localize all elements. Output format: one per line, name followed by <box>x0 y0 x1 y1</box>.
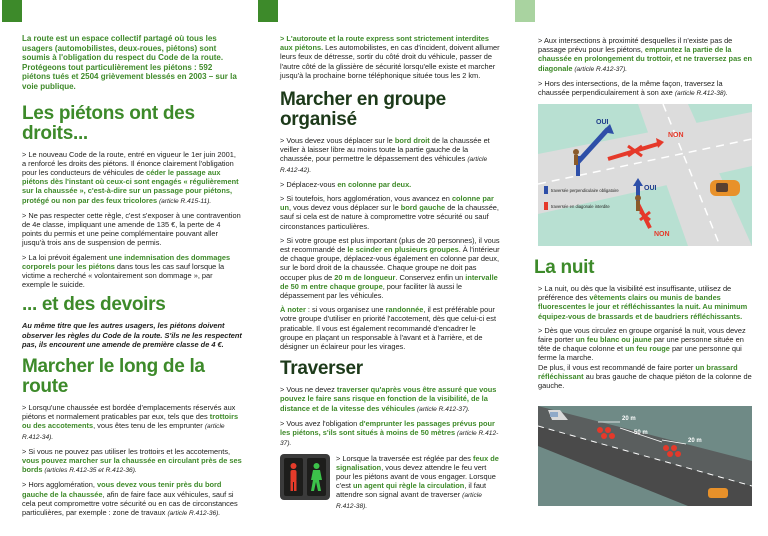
paragraph-groupe-2: > Déplacez-vous en colonne par deux. <box>280 179 412 189</box>
intro-text: La route est un espace collectif partagé où tous les usagers (automobilistes, deux-roues, piétons) sont soumis à l'obligation du respect du Code de la route. Protégeons tout particulièrement les piétons : 592 piétons tués et 2504 grièvement blessés en 2003 – sur la voie publique. <box>22 34 237 91</box>
paragraph-intersections: > Aux intersections à proximité desquelles il n'existe pas de passage prévu pour les piétons, empruntez la partie de la chaussée en prolongement du trottoir, et ne traversez pas en diagonale (article R.412-37). <box>538 36 752 73</box>
night-road-illustration <box>538 406 752 506</box>
header-tab-1 <box>2 0 22 22</box>
header-tab-3 <box>515 0 535 22</box>
intersection-illustration <box>538 104 752 246</box>
legend-diagonale: traversée en diagonale interdite <box>551 204 610 209</box>
paragraph-droits-3: > La loi prévoit également une indemnisation des dommages corporels pour les piétons dans tous les cas sauf lorsque la victime a recherché « volontairement son dommage », par exemple le suicide. <box>22 252 231 290</box>
paragraph-traverser-1: > Vous ne devez traverser qu'après vous être assuré que vous pouvez le faire sans risque en fonction de la visibilité, de la distance et de la vitesse des véhicules (article R.412-37). <box>280 385 497 413</box>
paragraph-devoirs: Au même titre que les autres usagers, les piétons doivent observer les règles du Code de la route. S'ils ne les respectent pas, ils encourent une amende de première classe de 4 €. <box>22 321 242 349</box>
paragraph-groupe-4: > Si votre groupe est plus important (plus de 20 personnes), il vous est recommandé de le scinder en plusieurs groupes. À l'intérieur de chaque groupe, déplacez-vous également en colonne par deux, sur le bord droit de la chaussée. Chaque groupe ne doit pas occuper plus de 20 m de longueur. Conservez enfin un intervalle de 50 m entre chaque groupe, pour faciliter là aussi le dépassement par les véhicules. <box>280 235 500 301</box>
label-oui-2: OUI <box>644 185 657 192</box>
label-oui-1: OUI <box>596 119 609 126</box>
paragraph-groupe-3: > Si toutefois, hors agglomération, vous avancez en colonne par un, vous devez vous déplacer sur le bord gauche de la chaussée, sauf si cela est de nature à compromettre votre sécurité ou sauf circonstances particulières. <box>280 194 499 231</box>
paragraph-droits-1: > Le nouveau Code de la route, entré en vigueur le 1er juin 2001, a renforcé les droits des piétons. Il énonce clairement l'obligation pour les conducteurs de véhicules de céder le passage aux piétons dès l'instant où ceux-ci sont engagés « régulièrement sur la chaussée », c'est-à-dire sur un passage pour piétons, protégé ou non par des feux tricolores (article R.415-11). <box>22 149 239 205</box>
paragraph-traverser-3: > Lorsque la traversée est réglée par des feux de signalisation, vous devez attendre le feu vert pour les piétons avant de vous engager. Lorsque c'est un agent qui règle la circulation, il faut attendre son signal avant de traverser (article R.412-38). <box>336 453 499 510</box>
label-20m-a: 20 m <box>622 416 636 422</box>
legend-perpendiculaire: traversée perpendiculaire obligatoire <box>551 188 619 193</box>
label-non-1: NON <box>668 132 684 139</box>
paragraph-long-2: > Si vous ne pouvez pas utiliser les trottoirs et les accotements, vous pouvez marcher sur la chaussée en circulant près de ses bords (articles R.412-35 et R.412-36). <box>22 446 242 475</box>
paragraph-groupe-1: > Vous devez vous déplacer sur le bord droit de la chaussée et veiller à laisser libre au moins toute la partie gauche de la chaussée, pour permettre le dépassement des véhicules (article R.412-42). <box>280 136 490 174</box>
column-1 <box>22 34 242 523</box>
paragraph-nuit-1: > La nuit, ou dès que la visibilité est insuffisante, utilisez de préférence des vêtements clairs ou munis de bandes fluorescentes le jour et réfléchissantes la nuit. Au minimum équipez-vous de brassards et de baudriers réfléchissants. <box>538 284 748 321</box>
pedestrian-traffic-light-icon <box>280 454 330 500</box>
label-50m: 50 m <box>634 430 648 436</box>
label-20m-b: 20 m <box>688 438 702 444</box>
paragraph-hors-intersections: > Hors des intersections, de la même façon, traversez la chaussée perpendiculairement à son axe (article R.412-38). <box>538 78 728 98</box>
paragraph-groupe-5: À noter : si vous organisez une randonnée, il est préférable pour votre groupe d'utiliser en priorité l'accotement, dès que celui-ci est praticable. Il vous est également recommandé d'encadrer le groupe en plaçant un responsable à l'avant et à l'arrière, et de désigner un éclaireur pour les virages. <box>280 305 497 352</box>
heading-nuit: La nuit <box>534 257 595 278</box>
paragraph-traverser-2: > Vous avez l'obligation d'emprunter les passages prévus pour les piétons, s'ils sont situés à moins de 50 mètres (article R.412-37). <box>280 418 499 448</box>
heading-droits: Les piétons ont des droits... <box>22 102 195 144</box>
heading-marcher-long: Marcher le long de la route <box>22 356 205 398</box>
column-3 <box>538 36 752 103</box>
paragraph-nuit-3: De plus, il vous est recommandé de faire porter un brassard réfléchissant au bras gauche de chaque piéton de la colonne de gauche. <box>538 362 752 391</box>
header-tab-2 <box>258 0 278 22</box>
paragraph-nuit-2: > Dès que vous circulez en groupe organisé la nuit, vous devez faire porter un feu blanc ou jaune par une personne située en tête de chaque colonne et un feu rouge par une personne qui ferme la marche. <box>538 325 746 363</box>
heading-devoirs: ... et des devoirs <box>22 294 166 316</box>
paragraph-autoroute: > L'autoroute et la route express sont strictement interdites aux piétons. Les automobilistes, en cas d'incident, doivent allumer leurs feux de détresse, sortir du côté droit du véhicule, passer de l'autre côté de la glissière de sécurité lorsqu'elle existe et marcher jusqu'à la prochaine borne téléphonique située tous les 2 km. <box>280 34 500 80</box>
column-2 <box>280 34 500 511</box>
paragraph-droits-2: > Ne pas respecter cette règle, c'est s'exposer à une contravention de 4e classe, impliquant une amende de 135 €, la perte de 4 points du permis et une peine complémentaire pouvant aller jusqu'à trois ans de suspension de permis. <box>22 210 241 248</box>
paragraph-long-3: > Hors agglomération, vous devez vous tenir près du bord gauche de la chaussée, afin de faire face aux véhicules, sauf si cela peut compromettre votre sécurité ou en cas de circonstances particulières, par exemple : zone de travaux (article R.412-36). <box>22 480 238 518</box>
paragraph-long-1: > Lorsqu'une chaussée est bordée d'emplacements réservés aux piétons et normalement praticables par eux, tels que des trottoirs ou des accotements, vous êtes tenu de les emprunter (article R.412-34). <box>22 403 239 441</box>
heading-groupe: Marcher en groupe organisé <box>280 89 446 131</box>
label-non-2: NON <box>654 231 670 238</box>
column-3-lower <box>534 257 752 395</box>
heading-traverser: Traverser <box>280 358 363 380</box>
